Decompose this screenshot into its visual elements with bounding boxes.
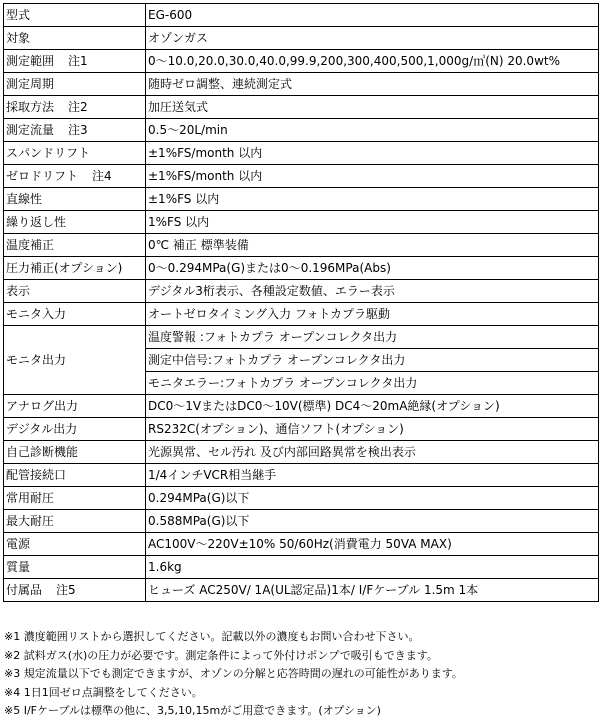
- spec-row: [4, 441, 599, 464]
- spec-label-cell: [4, 73, 146, 96]
- spec-row: [4, 464, 599, 487]
- spec-label: 対象: [6, 31, 31, 45]
- spec-label-cell: [4, 533, 146, 556]
- spec-row: [4, 395, 599, 418]
- spec-label: ゼロドリフト: [6, 169, 79, 183]
- spec-label: 繰り返し性: [6, 215, 67, 229]
- spec-row: [4, 234, 599, 257]
- spec-note-ref: 注2: [68, 100, 88, 114]
- spec-label: アナログ出力: [6, 399, 79, 413]
- spec-row: [4, 257, 599, 280]
- spec-value: 0～0.294MPa(G)または0～0.196MPa(Abs): [146, 257, 599, 280]
- spec-row: [4, 510, 599, 533]
- spec-label: 測定範囲: [6, 54, 55, 68]
- spec-label: 付属品: [6, 583, 43, 597]
- spec-value: 1.6kg: [146, 556, 599, 579]
- spec-label-cell: [4, 188, 146, 211]
- spec-value: ヒューズ AC250V/ 1A(UL認定品)1本/ I/Fケーブル 1.5m 1本: [146, 579, 599, 602]
- spec-label-cell: [4, 579, 146, 602]
- spec-row: [4, 556, 599, 579]
- spec-row: [4, 73, 599, 96]
- spec-label-cell: [4, 303, 146, 326]
- spec-value: 光源異常、セル汚れ 及び内部回路異常を検出表示: [146, 441, 599, 464]
- footnote: ※1 濃度範囲リストから選択してください。記載以外の濃度もお問い合わせ下さい。: [4, 630, 420, 643]
- spec-value: 0～10.0,20.0,30.0,40.0,99.9,200,300,400,500,1,000g/㎥(N) 20.0wt%: [146, 50, 599, 73]
- spec-value: ±1%FS/month 以内: [146, 142, 599, 165]
- spec-row: [4, 280, 599, 303]
- spec-label-cell: [4, 50, 146, 73]
- spec-label-cell: [4, 556, 146, 579]
- spec-label-cell: [4, 142, 146, 165]
- spec-row: [4, 165, 599, 188]
- spec-table: [3, 3, 599, 602]
- spec-value: ±1%FS/month 以内: [146, 165, 599, 188]
- spec-value: 0℃ 補正 標準装備: [146, 234, 599, 257]
- spec-label-cell: [4, 211, 146, 234]
- spec-label-cell: [4, 257, 146, 280]
- spec-note-ref: 注5: [56, 583, 76, 597]
- spec-label-cell: [4, 441, 146, 464]
- spec-row: [4, 27, 599, 50]
- spec-value: 0.294MPa(G)以下: [146, 487, 599, 510]
- spec-label-cell: [4, 510, 146, 533]
- footnotes: [4, 628, 598, 721]
- spec-row: [4, 4, 599, 27]
- spec-label-cell: [4, 395, 146, 418]
- spec-row: [4, 487, 599, 510]
- spec-row: [4, 211, 599, 234]
- spec-table-body: [4, 4, 599, 602]
- spec-value: 0.5～20L/min: [146, 119, 599, 142]
- spec-row: [4, 188, 599, 211]
- spec-label: 配管接続口: [6, 468, 67, 482]
- spec-value: DC0～1VまたはDC0～10V(標準) DC4～20mA絶縁(オプション): [146, 395, 599, 418]
- spec-value: 温度警報 :フォトカプラ オープンコレクタ出力: [146, 326, 599, 349]
- spec-value: 随時ゼロ調整、連続測定式: [146, 73, 599, 96]
- spec-row: [4, 119, 599, 142]
- spec-note-ref: 注4: [92, 169, 112, 183]
- spec-label: 測定流量: [6, 123, 55, 137]
- spec-value: RS232C(オプション)、通信ソフト(オプション): [146, 418, 599, 441]
- spec-row: [4, 533, 599, 556]
- spec-value: 0.588MPa(G)以下: [146, 510, 599, 533]
- spec-value: 1/4インチVCR相当継手: [146, 464, 599, 487]
- spec-label: 質量: [6, 560, 31, 574]
- spec-value: 測定中信号:フォトカプラ オープンコレクタ出力: [146, 349, 599, 372]
- spec-row: [4, 142, 599, 165]
- spec-value: オートゼロタイミング入力 フォトカプラ駆動: [146, 303, 599, 326]
- spec-label: デジタル出力: [6, 422, 78, 436]
- spec-label: モニタ出力: [4, 326, 146, 395]
- spec-label: 測定周期: [6, 77, 55, 91]
- spec-label: 電源: [6, 537, 31, 551]
- spec-label: 温度補正: [6, 238, 55, 252]
- spec-label-cell: [4, 165, 146, 188]
- spec-label-cell: [4, 280, 146, 303]
- spec-label: 型式: [6, 8, 31, 22]
- spec-label: 採取方法: [6, 100, 55, 114]
- spec-value: AC100V～220V±10% 50/60Hz(消費電力 50VA MAX): [146, 533, 599, 556]
- spec-label: 直線性: [6, 192, 43, 206]
- footnote: ※4 1日1回ゼロ点調整をしてください。: [4, 685, 203, 699]
- spec-label: モニタ入力: [6, 307, 67, 321]
- spec-label-cell: [4, 464, 146, 487]
- spec-note-ref: 注3: [68, 123, 88, 137]
- spec-row: [4, 50, 599, 73]
- spec-label-cell: [4, 418, 146, 441]
- footnote: ※2 試料ガス(水)の圧力が必要です。測定条件によって外付けポンプで吸引もできます。: [4, 648, 438, 662]
- spec-value: 加圧送気式: [146, 96, 599, 119]
- spec-row: [4, 303, 599, 326]
- footnote: ※3 規定流量以下でも測定できますが、オゾンの分解と応答時間の遅れの可能性があります。: [4, 667, 463, 680]
- spec-value: オゾンガス: [146, 27, 599, 50]
- spec-label: 最大耐圧: [6, 514, 55, 528]
- spec-label-cell: [4, 27, 146, 50]
- spec-row: [4, 326, 599, 349]
- spec-value: デジタル3桁表示、各種設定数値、エラー表示: [146, 280, 599, 303]
- spec-value: ±1%FS 以内: [146, 188, 599, 211]
- spec-label-cell: [4, 487, 146, 510]
- spec-label-cell: [4, 96, 146, 119]
- spec-label-cell: [4, 119, 146, 142]
- spec-row: [4, 579, 599, 602]
- spec-note-ref: 注1: [68, 54, 88, 68]
- spec-label: 常用耐圧: [6, 491, 55, 505]
- spec-label: 自己診断機能: [6, 445, 79, 459]
- spec-row: [4, 418, 599, 441]
- spec-label-cell: [4, 234, 146, 257]
- spec-value: EG-600: [146, 4, 599, 27]
- spec-label: スパンドリフト: [6, 146, 91, 160]
- spec-label-cell: [4, 4, 146, 27]
- spec-label: 表示: [6, 284, 31, 298]
- spec-label: 圧力補正(オプション): [6, 261, 123, 275]
- spec-value: モニタエラー:フォトカプラ オープンコレクタ出力: [146, 372, 599, 395]
- spec-value: 1%FS 以内: [146, 211, 599, 234]
- footnote: ※5 I/Fケーブルは標準の他に、3,5,10,15mがご用意できます。(オプション): [4, 704, 381, 717]
- spec-row: [4, 96, 599, 119]
